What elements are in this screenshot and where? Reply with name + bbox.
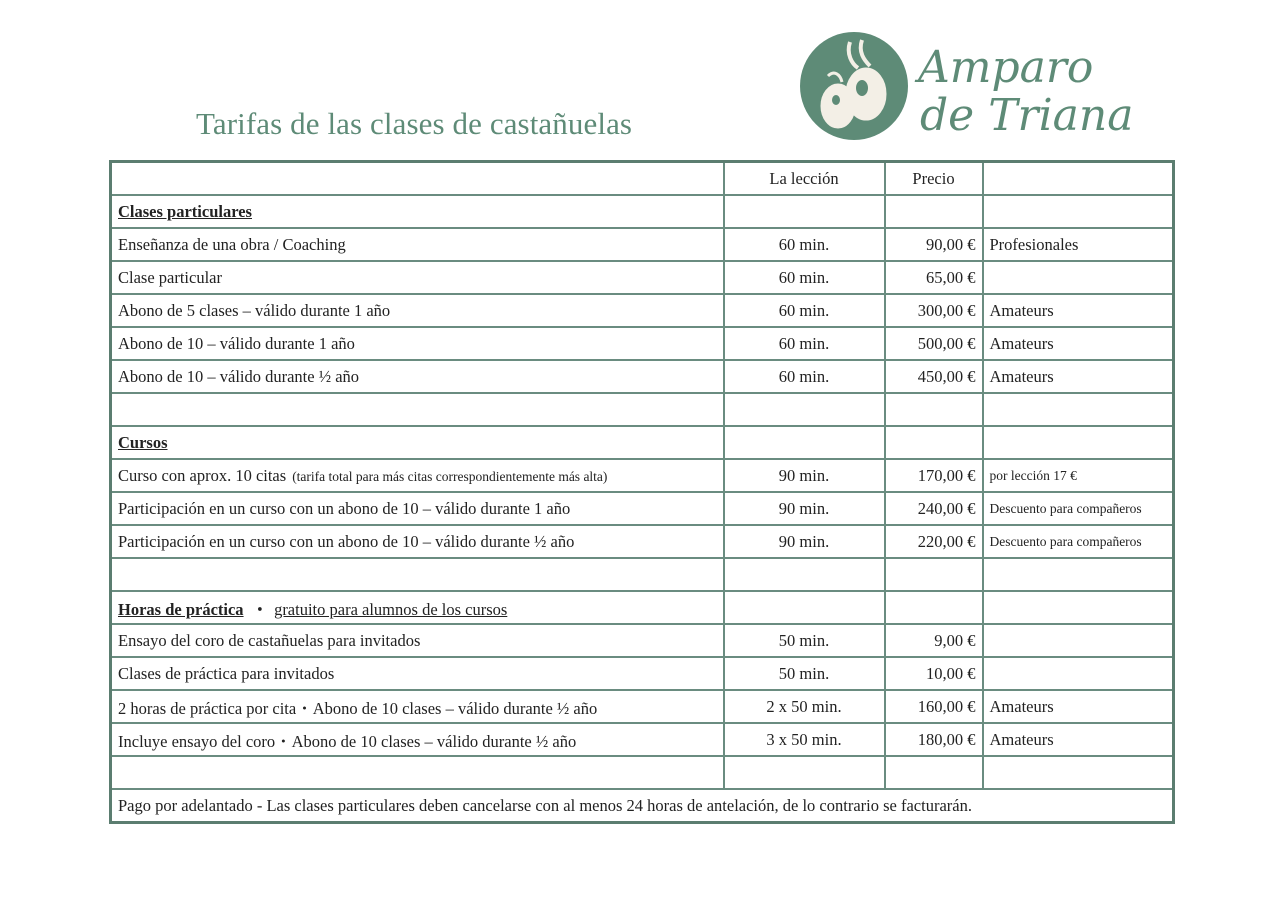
row-description: Enseñanza de una obra / Coaching bbox=[111, 228, 724, 261]
row-description: Clases de práctica para invitados bbox=[111, 657, 724, 690]
row-description: Incluye ensayo del coro・Abono de 10 clases – válido durante ½ año bbox=[111, 723, 724, 756]
row-description: Abono de 5 clases – válido durante 1 año bbox=[111, 294, 724, 327]
row-description: Clase particular bbox=[111, 261, 724, 294]
row-note: Amateurs bbox=[983, 690, 1174, 723]
row-note: Amateurs bbox=[983, 327, 1174, 360]
empty-row bbox=[111, 393, 1174, 426]
row-price: 170,00 € bbox=[885, 459, 983, 492]
row-price: 160,00 € bbox=[885, 690, 983, 723]
tarifas-table bbox=[109, 160, 1175, 824]
row-price: 65,00 € bbox=[885, 261, 983, 294]
table-row bbox=[111, 690, 1174, 723]
row-note: Amateurs bbox=[983, 360, 1174, 393]
row-duration: 60 min. bbox=[724, 327, 885, 360]
row-duration: 90 min. bbox=[724, 459, 885, 492]
header-empty-note bbox=[983, 162, 1174, 196]
row-note: Profesionales bbox=[983, 228, 1174, 261]
empty-row bbox=[111, 558, 1174, 591]
empty-row bbox=[111, 756, 1174, 789]
row-price: 300,00 € bbox=[885, 294, 983, 327]
row-price: 9,00 € bbox=[885, 624, 983, 657]
footer-row bbox=[111, 789, 1174, 823]
row-note bbox=[983, 261, 1174, 294]
section-extra-practica: gratuito para alumnos de los cursos bbox=[274, 599, 508, 619]
row-price: 450,00 € bbox=[885, 360, 983, 393]
row-note: Amateurs bbox=[983, 723, 1174, 756]
logo bbox=[800, 30, 1134, 142]
section-row-cursos bbox=[111, 426, 1174, 459]
row-description-main: Curso con aprox. 10 citas bbox=[118, 465, 287, 485]
logo-graphic bbox=[800, 30, 1134, 142]
row-price: 90,00 € bbox=[885, 228, 983, 261]
row-description-sub: (tarifa total para más citas correspondientemente más alta) bbox=[292, 468, 608, 484]
header-leccion: La lección bbox=[724, 162, 885, 196]
section-row-particulares bbox=[111, 195, 1174, 228]
separator-dot: ・ bbox=[251, 599, 269, 619]
row-price: 240,00 € bbox=[885, 492, 983, 525]
logo-text-line2: de Triana bbox=[920, 90, 1134, 141]
payment-note: Pago por adelantado - Las clases particulares deben cancelarse con al menos 24 horas de antelación, de lo contrario se facturarán. bbox=[111, 789, 1174, 823]
row-duration: 90 min. bbox=[724, 492, 885, 525]
section-row-practica bbox=[111, 591, 1174, 624]
row-note: por lección 17 € bbox=[983, 459, 1174, 492]
section-title-cursos: Cursos bbox=[118, 432, 168, 452]
row-description: Abono de 10 – válido durante ½ año bbox=[111, 360, 724, 393]
header-precio: Precio bbox=[885, 162, 983, 196]
table-row bbox=[111, 492, 1174, 525]
row-note: Descuento para compañeros bbox=[983, 525, 1174, 558]
table-header-row bbox=[111, 162, 1174, 196]
section-title-practica: Horas de práctica bbox=[118, 599, 244, 619]
row-description: Participación en un curso con un abono de 10 – válido durante 1 año bbox=[111, 492, 724, 525]
row-duration: 60 min. bbox=[724, 294, 885, 327]
table-row bbox=[111, 261, 1174, 294]
row-price: 10,00 € bbox=[885, 657, 983, 690]
row-note: Amateurs bbox=[983, 294, 1174, 327]
row-duration: 60 min. bbox=[724, 360, 885, 393]
table-row bbox=[111, 294, 1174, 327]
table-row bbox=[111, 228, 1174, 261]
row-duration: 50 min. bbox=[724, 624, 885, 657]
table-row bbox=[111, 624, 1174, 657]
table-row bbox=[111, 657, 1174, 690]
row-description: 2 horas de práctica por cita・Abono de 10 clases – válido durante ½ año bbox=[111, 690, 724, 723]
table-row bbox=[111, 525, 1174, 558]
logo-text-line1: Amparo bbox=[918, 42, 1094, 93]
table-row bbox=[111, 459, 1174, 492]
row-duration: 60 min. bbox=[724, 261, 885, 294]
row-price: 220,00 € bbox=[885, 525, 983, 558]
row-description: Participación en un curso con un abono de 10 – válido durante ½ año bbox=[111, 525, 724, 558]
row-note: Descuento para compañeros bbox=[983, 492, 1174, 525]
row-duration: 2 x 50 min. bbox=[724, 690, 885, 723]
row-duration: 60 min. bbox=[724, 228, 885, 261]
row-price: 180,00 € bbox=[885, 723, 983, 756]
table-row bbox=[111, 723, 1174, 756]
table-row bbox=[111, 360, 1174, 393]
row-note bbox=[983, 657, 1174, 690]
row-description bbox=[111, 459, 724, 492]
page-title: Tarifas de las clases de castañuelas bbox=[196, 106, 633, 141]
row-description: Ensayo del coro de castañuelas para invitados bbox=[111, 624, 724, 657]
row-description: Abono de 10 – válido durante 1 año bbox=[111, 327, 724, 360]
row-duration: 3 x 50 min. bbox=[724, 723, 885, 756]
row-price: 500,00 € bbox=[885, 327, 983, 360]
section-title-particulares: Clases particulares bbox=[118, 201, 252, 221]
table-row bbox=[111, 327, 1174, 360]
row-duration: 90 min. bbox=[724, 525, 885, 558]
row-duration: 50 min. bbox=[724, 657, 885, 690]
row-note bbox=[983, 624, 1174, 657]
header-empty-cell bbox=[111, 162, 724, 196]
